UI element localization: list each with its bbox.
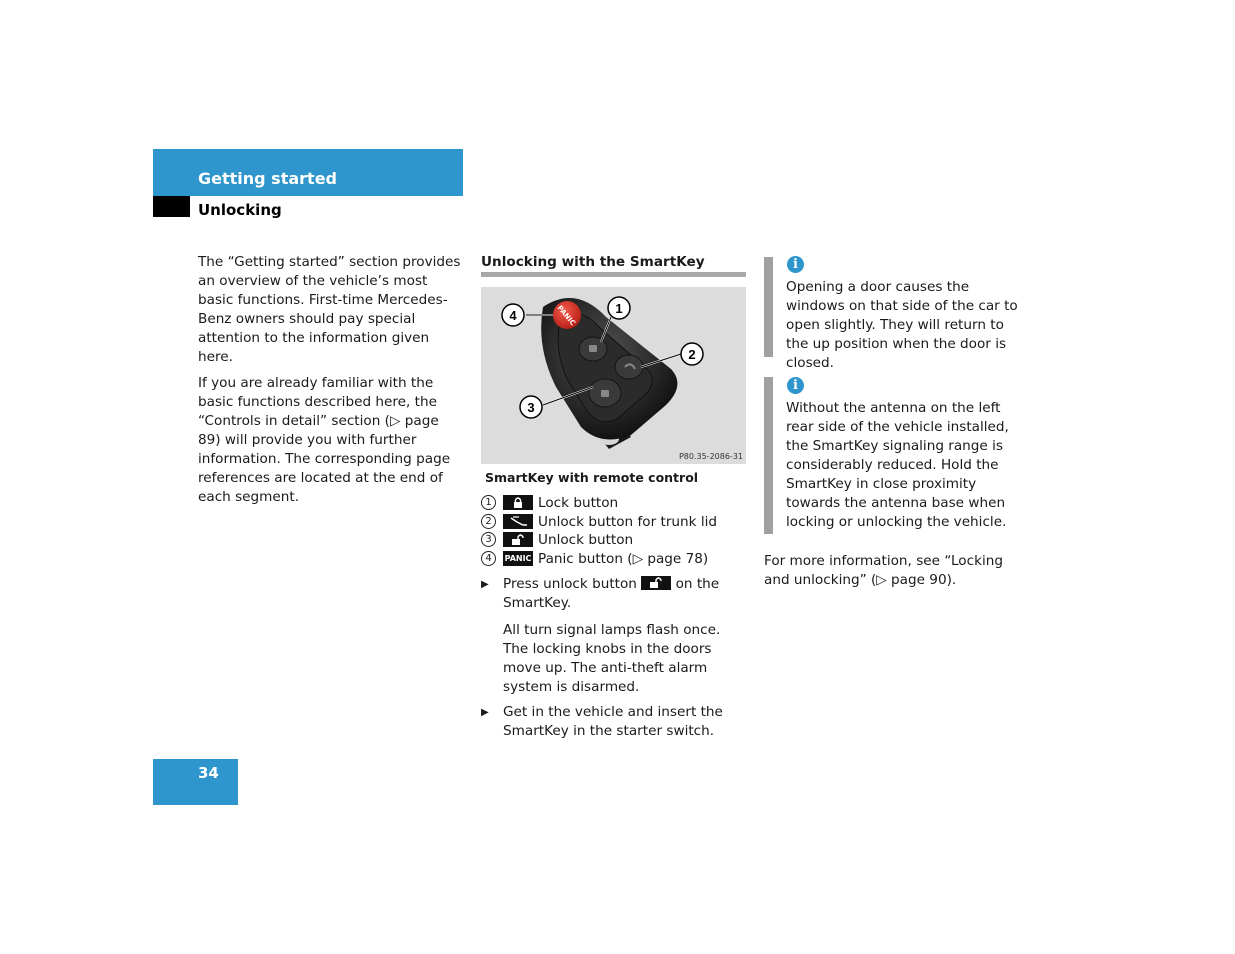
info-icon: i <box>787 377 804 394</box>
svg-text:1: 1 <box>615 301 623 316</box>
legend-label: Unlock button <box>538 531 634 548</box>
svg-text:3: 3 <box>527 400 535 415</box>
intro-text <box>198 253 464 507</box>
section-title: Getting started <box>198 169 337 188</box>
unlock-icon <box>641 576 671 590</box>
section-marker <box>153 196 190 217</box>
note-bar <box>764 257 773 357</box>
figure-caption: SmartKey with remote control <box>485 470 699 485</box>
legend-label: Lock button <box>538 494 619 511</box>
intro-paragraph-1: The “Getting started” section provides an overview of the vehicle’s most basic functions. First-time Mercedes-Benz owners should pay special attention to the information given here. <box>198 254 461 365</box>
callout-3 <box>520 396 542 418</box>
callout-2 <box>681 343 703 365</box>
step-1-text-end: on the SmartKey. <box>503 576 720 611</box>
step-2 <box>481 703 746 741</box>
legend-number: 2 <box>481 514 496 529</box>
step-1-result: All turn signal lamps flash once. The locking knobs in the doors move up. The anti-theft alarm system is disarmed. <box>503 622 721 695</box>
bullet-arrow-icon: ▶ <box>481 707 489 718</box>
unlock-icon <box>503 532 533 547</box>
section-heading: Unlocking with the SmartKey <box>481 254 705 270</box>
legend-item-trunk <box>481 512 717 531</box>
panic-icon: PANIC <box>503 551 533 566</box>
legend-label: Panic button (▷ page 78) <box>538 550 709 567</box>
svg-text:PANIC: PANIC <box>555 304 577 328</box>
smartkey-illustration <box>481 287 746 464</box>
legend-number: 1 <box>481 495 496 510</box>
callout-1 <box>608 297 630 319</box>
svg-text:4: 4 <box>509 308 517 323</box>
legend-label: Unlock button for trunk lid <box>538 513 718 530</box>
bullet-arrow-icon: ▶ <box>481 579 489 590</box>
page-number: 34 <box>198 764 219 782</box>
heading-rule <box>481 272 746 277</box>
legend-item-unlock <box>481 530 633 549</box>
note-1: Opening a door causes the windows on that side of the car to open slightly. They will return to the up position when the door is closed. <box>786 279 1018 371</box>
trunk-icon <box>503 514 533 529</box>
page-number-box <box>153 759 238 805</box>
legend-number: 3 <box>481 532 496 547</box>
legend-item-lock <box>481 493 618 512</box>
more-info-text: For more information, see “Locking and unlocking” (▷ page 90). <box>764 553 1003 588</box>
callout-4 <box>502 304 524 326</box>
smartkey-figure <box>481 287 746 464</box>
step-1 <box>481 575 746 613</box>
step-1-text: Press unlock button <box>503 576 637 592</box>
lock-icon <box>503 495 533 510</box>
intro-paragraph-2: If you are already familiar with the basic functions described here, the “Controls in detail” section (▷ page 89) will provide you with further information. The corresponding page references are located at the end of each segment. <box>198 375 451 505</box>
svg-text:2: 2 <box>688 347 696 362</box>
subsection-title: Unlocking <box>198 201 282 219</box>
note-bar <box>764 377 773 534</box>
figure-code: P80.35-2086-31 <box>678 452 743 461</box>
legend-number: 4 <box>481 551 496 566</box>
info-icon: i <box>787 256 804 273</box>
step-2-text: Get in the vehicle and insert the SmartKey in the starter switch. <box>503 704 723 739</box>
note-2: Without the antenna on the left rear side of the vehicle installed, the SmartKey signaling range is considerably reduced. Hold the SmartKey in close proximity towards the antenna base when locking or unlocking the vehicle. <box>786 400 1009 530</box>
legend-item-panic <box>481 549 708 568</box>
